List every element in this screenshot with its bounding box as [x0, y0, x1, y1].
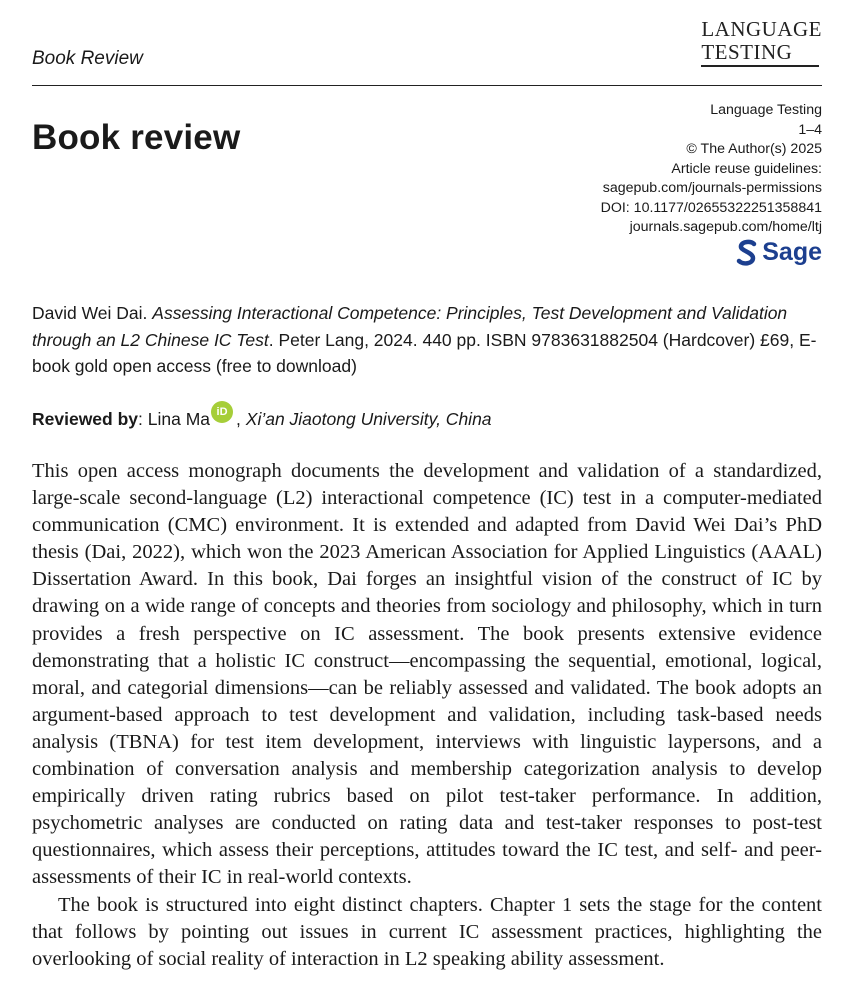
- book-citation: [32, 300, 822, 380]
- page-range: 1–4: [798, 121, 822, 138]
- reviewer-line: [32, 406, 492, 432]
- article-metadata: [601, 101, 822, 238]
- running-head: Book Review: [32, 48, 143, 69]
- body-paragraph-1: This open access monograph documents the development and validation of a standardized, large-scale second-language (L2) interactional competence (IC) test in a computer-mediated communication (CMC) environment. It is extended and adapted from David Wei Dai’s PhD thesis (Dai, 2022), which won the 2023 American Association for Applied Linguistics (AAAL) Dissertation Award. In this book, Dai forges an insightful vision of the construct of IC by drawing on a wide range of concepts and theories from sociology and philosophy, which in turn provides a fresh perspective on IC assessment. The book presents extensive evidence demonstrating that a holistic IC construct—encompassing the sequential, emotional, logical, moral, and categorial dimensions—can be reliably assessed and validated. The book adopts an argument-based approach to test development and validation, including task-based needs analysis (TBNA) for test item development, interviews with linguistic laypersons, and a combination of conversation analysis and membership categorization analysis to develop empirically driven rating rubrics based on pilot test-taker performance. In addition, psychometric analyses are conducted on rating data and test-taker responses to post-test questionnaires, which assess their perceptions, attitudes toward the IC test, and self- and peer-assessments of their IC in real-world contexts.: [32, 460, 822, 889]
- reviewed-by-label: Reviewed by: [32, 409, 139, 429]
- book-details: . Peter Lang, 2024. 440 pp. ISBN 9783631882504 (Hardcover) £69, E-book gold open access (free to download): [32, 329, 817, 376]
- journal-logo[interactable]: [701, 18, 822, 67]
- doi[interactable]: DOI: 10.1177/02655322251358841: [600, 199, 822, 216]
- reuse-label: Article reuse guidelines:: [671, 160, 822, 177]
- body-paragraph-2: The book is structured into eight distinct chapters. Chapter 1 sets the stage for the content that follows by pointing out issues in current IC assessment practices, highlighting the overlooking of social reality of interaction in L2 speaking ability assessment.: [32, 893, 822, 970]
- reviewer-separator: ,: [236, 409, 246, 429]
- sage-s-icon: [736, 239, 758, 267]
- journal-logo-line2: TESTING: [701, 41, 819, 67]
- article-body: [32, 458, 822, 973]
- book-title: Assessing Interactional Competence: Principles, Test Development and Validation through an L2 Chinese IC Test: [32, 303, 788, 350]
- journal-name: Language Testing: [710, 102, 822, 118]
- book-author: David Wei Dai.: [32, 303, 153, 323]
- orcid-icon[interactable]: iD: [211, 401, 233, 423]
- reuse-link[interactable]: sagepub.com/journals-permissions: [602, 180, 822, 196]
- publisher-logo[interactable]: [736, 238, 822, 267]
- header-rule: [32, 85, 822, 86]
- copyright: © The Author(s) 2025: [686, 141, 822, 157]
- article-title: Book review: [32, 118, 241, 157]
- reviewer-affiliation: Xi’an Jiaotong University, China: [245, 409, 492, 429]
- reviewer-name: Lina Ma: [147, 409, 211, 429]
- journal-logo-line1: LANGUAGE: [701, 17, 822, 41]
- journal-link[interactable]: journals.sagepub.com/home/ltj: [629, 219, 822, 235]
- publisher-name: Sage: [762, 238, 822, 266]
- reviewer-colon: :: [138, 409, 148, 429]
